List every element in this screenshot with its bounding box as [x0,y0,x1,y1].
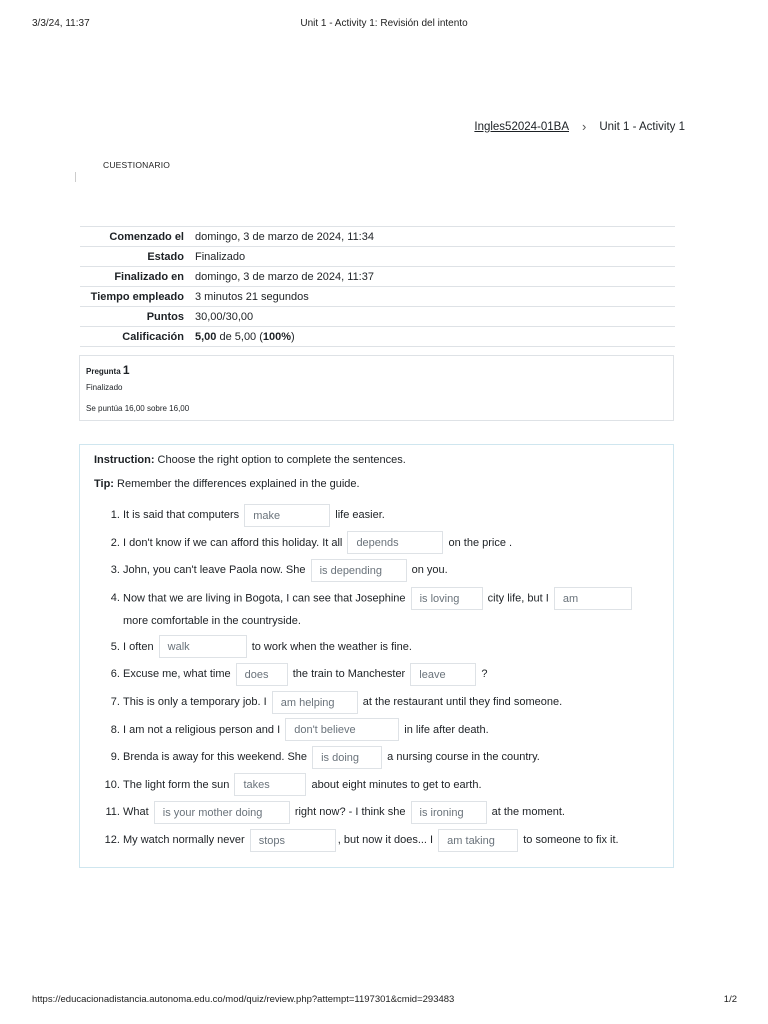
answer-field[interactable]: is depending [311,559,407,582]
sentence-text: I don't know if we can afford this holiday. It all [123,536,343,549]
sentence-text: Brenda is away for this weekend. She [123,751,308,764]
grade-percent: 100% [262,330,292,343]
answer-field[interactable]: walk [159,635,247,658]
instruction [94,454,659,466]
sentence-text: right now? - I think she [294,806,406,819]
sentence-text: What [123,806,149,819]
answer-field[interactable]: is loving [411,587,483,610]
attempt-summary-table [80,226,675,347]
sentence-text: It is said that computers [123,509,240,521]
sentence-item [123,689,659,717]
sentence-text: in life after death. [404,723,489,736]
sentence-text: life easier. [335,509,385,521]
sentence-item [123,587,659,632]
sentence-item [123,717,659,745]
sentence-text: This is only a temporary job. I [123,695,267,708]
summary-row [80,227,675,247]
sentence-text: the train to Manchester [292,668,406,681]
breadcrumb-current: Unit 1 - Activity 1 [599,120,685,133]
chevron-right-icon: › [582,119,587,134]
answer-field[interactable]: make [244,504,330,527]
question-content [79,444,674,868]
sentence-item [123,772,659,800]
summary-row [80,267,675,287]
sentence-item [123,557,659,585]
summary-value: domingo, 3 de marzo de 2024, 11:37 [195,270,374,283]
answer-field[interactable]: am [554,587,632,610]
sentence-text: about eight minutes to get to earth. [311,778,482,791]
tip-text: Remember the differences explained in the guide. [113,478,360,490]
sentence-list [94,502,659,855]
summary-value: Finalizado [195,250,246,263]
sentence-text: I am not a religious person and I [123,723,281,736]
sentence-text: ? [481,668,488,681]
sentence-text: , but now it does... I [337,833,434,846]
sentence-text: at the restaurant until they find someone. [362,695,563,708]
print-header [0,18,768,32]
summary-label: Finalizado en [114,270,184,283]
sentence-text: to someone to fix it. [523,833,619,846]
breadcrumb [474,119,685,134]
tip [94,478,659,490]
answer-field[interactable]: is ironing [411,801,487,824]
question-grade: Se puntúa 16,00 sobre 16,00 [86,404,190,413]
summary-row [80,307,675,327]
summary-label: Puntos [146,310,184,323]
section-divider [75,172,76,182]
sentence-text: My watch normally never [123,833,245,846]
print-url: https://educacionadistancia.autonoma.edu.co/mod/quiz/review.php?attempt=1197301&cmid=293483 [32,994,455,1005]
sentence-text: a nursing course in the country. [387,751,540,764]
answer-field[interactable]: am taking [438,829,518,852]
tip-label: Tip: [94,478,114,490]
summary-label: Comenzado el [109,230,184,243]
answer-field[interactable]: depends [347,531,443,554]
sentence-item [123,530,659,558]
answer-field[interactable]: leave [410,663,476,686]
summary-grade-value [190,327,675,347]
breadcrumb-course-link[interactable]: Ingles52024-01BA [474,120,570,133]
summary-row [80,287,675,307]
summary-label: Estado [147,250,184,263]
sentence-item [123,502,659,530]
sentence-text: on you. [411,564,448,577]
sentence-item [123,827,659,855]
question-number-value: 1 [122,363,130,377]
page-number: 1/2 [723,994,737,1005]
answer-field[interactable]: stops [250,829,336,852]
sentence-item [123,661,659,689]
sentence-text: I often [123,640,154,653]
sentence-text: Excuse me, what time [123,668,231,681]
sentence-text: to work when the weather is fine. [251,640,412,653]
grade-of: de 5,00 ( [216,330,263,343]
sentence-item [123,744,659,772]
instruction-label: Instruction: [94,454,155,466]
answer-field[interactable]: am helping [272,691,358,714]
grade-score: 5,00 [195,330,217,343]
question-number [86,363,667,377]
summary-row [80,327,675,347]
question-info-box [79,355,674,421]
answer-field[interactable]: is doing [312,746,382,769]
sentence-item [123,799,659,827]
sentence-text: Now that we are living in Bogota, I can see that Josephine [123,592,406,605]
summary-row [80,247,675,267]
grade-close: ) [291,330,295,343]
summary-value: 3 minutos 21 segundos [195,290,309,303]
sentence-text: John, you can't leave Paola now. She [123,564,306,577]
section-label: CUESTIONARIO [103,160,171,170]
summary-value: domingo, 3 de marzo de 2024, 11:34 [195,230,374,243]
question-state: Finalizado [86,383,123,392]
answer-field[interactable]: is your mother doing [154,801,290,824]
summary-label: Tiempo empleado [90,290,184,303]
sentence-text: The light form the sun [123,778,230,791]
answer-field[interactable]: does [236,663,288,686]
answer-field[interactable]: takes [234,773,306,796]
sentence-text: at the moment. [491,806,565,819]
print-date: 3/3/24, 11:37 [32,18,90,29]
summary-value: 30,00/30,00 [195,310,254,323]
question-label: Pregunta [86,367,121,376]
sentence-text: on the price . [448,536,513,549]
sentence-text: city life, but I [487,592,549,605]
sentence-text: more comfortable in the countryside. [123,614,301,627]
sentence-item [123,634,659,662]
print-title: Unit 1 - Activity 1: Revisión del intento [300,18,468,29]
answer-field[interactable]: don't believe [285,718,399,741]
summary-label: Calificación [122,330,184,343]
instruction-text: Choose the right option to complete the sentences. [154,454,406,466]
